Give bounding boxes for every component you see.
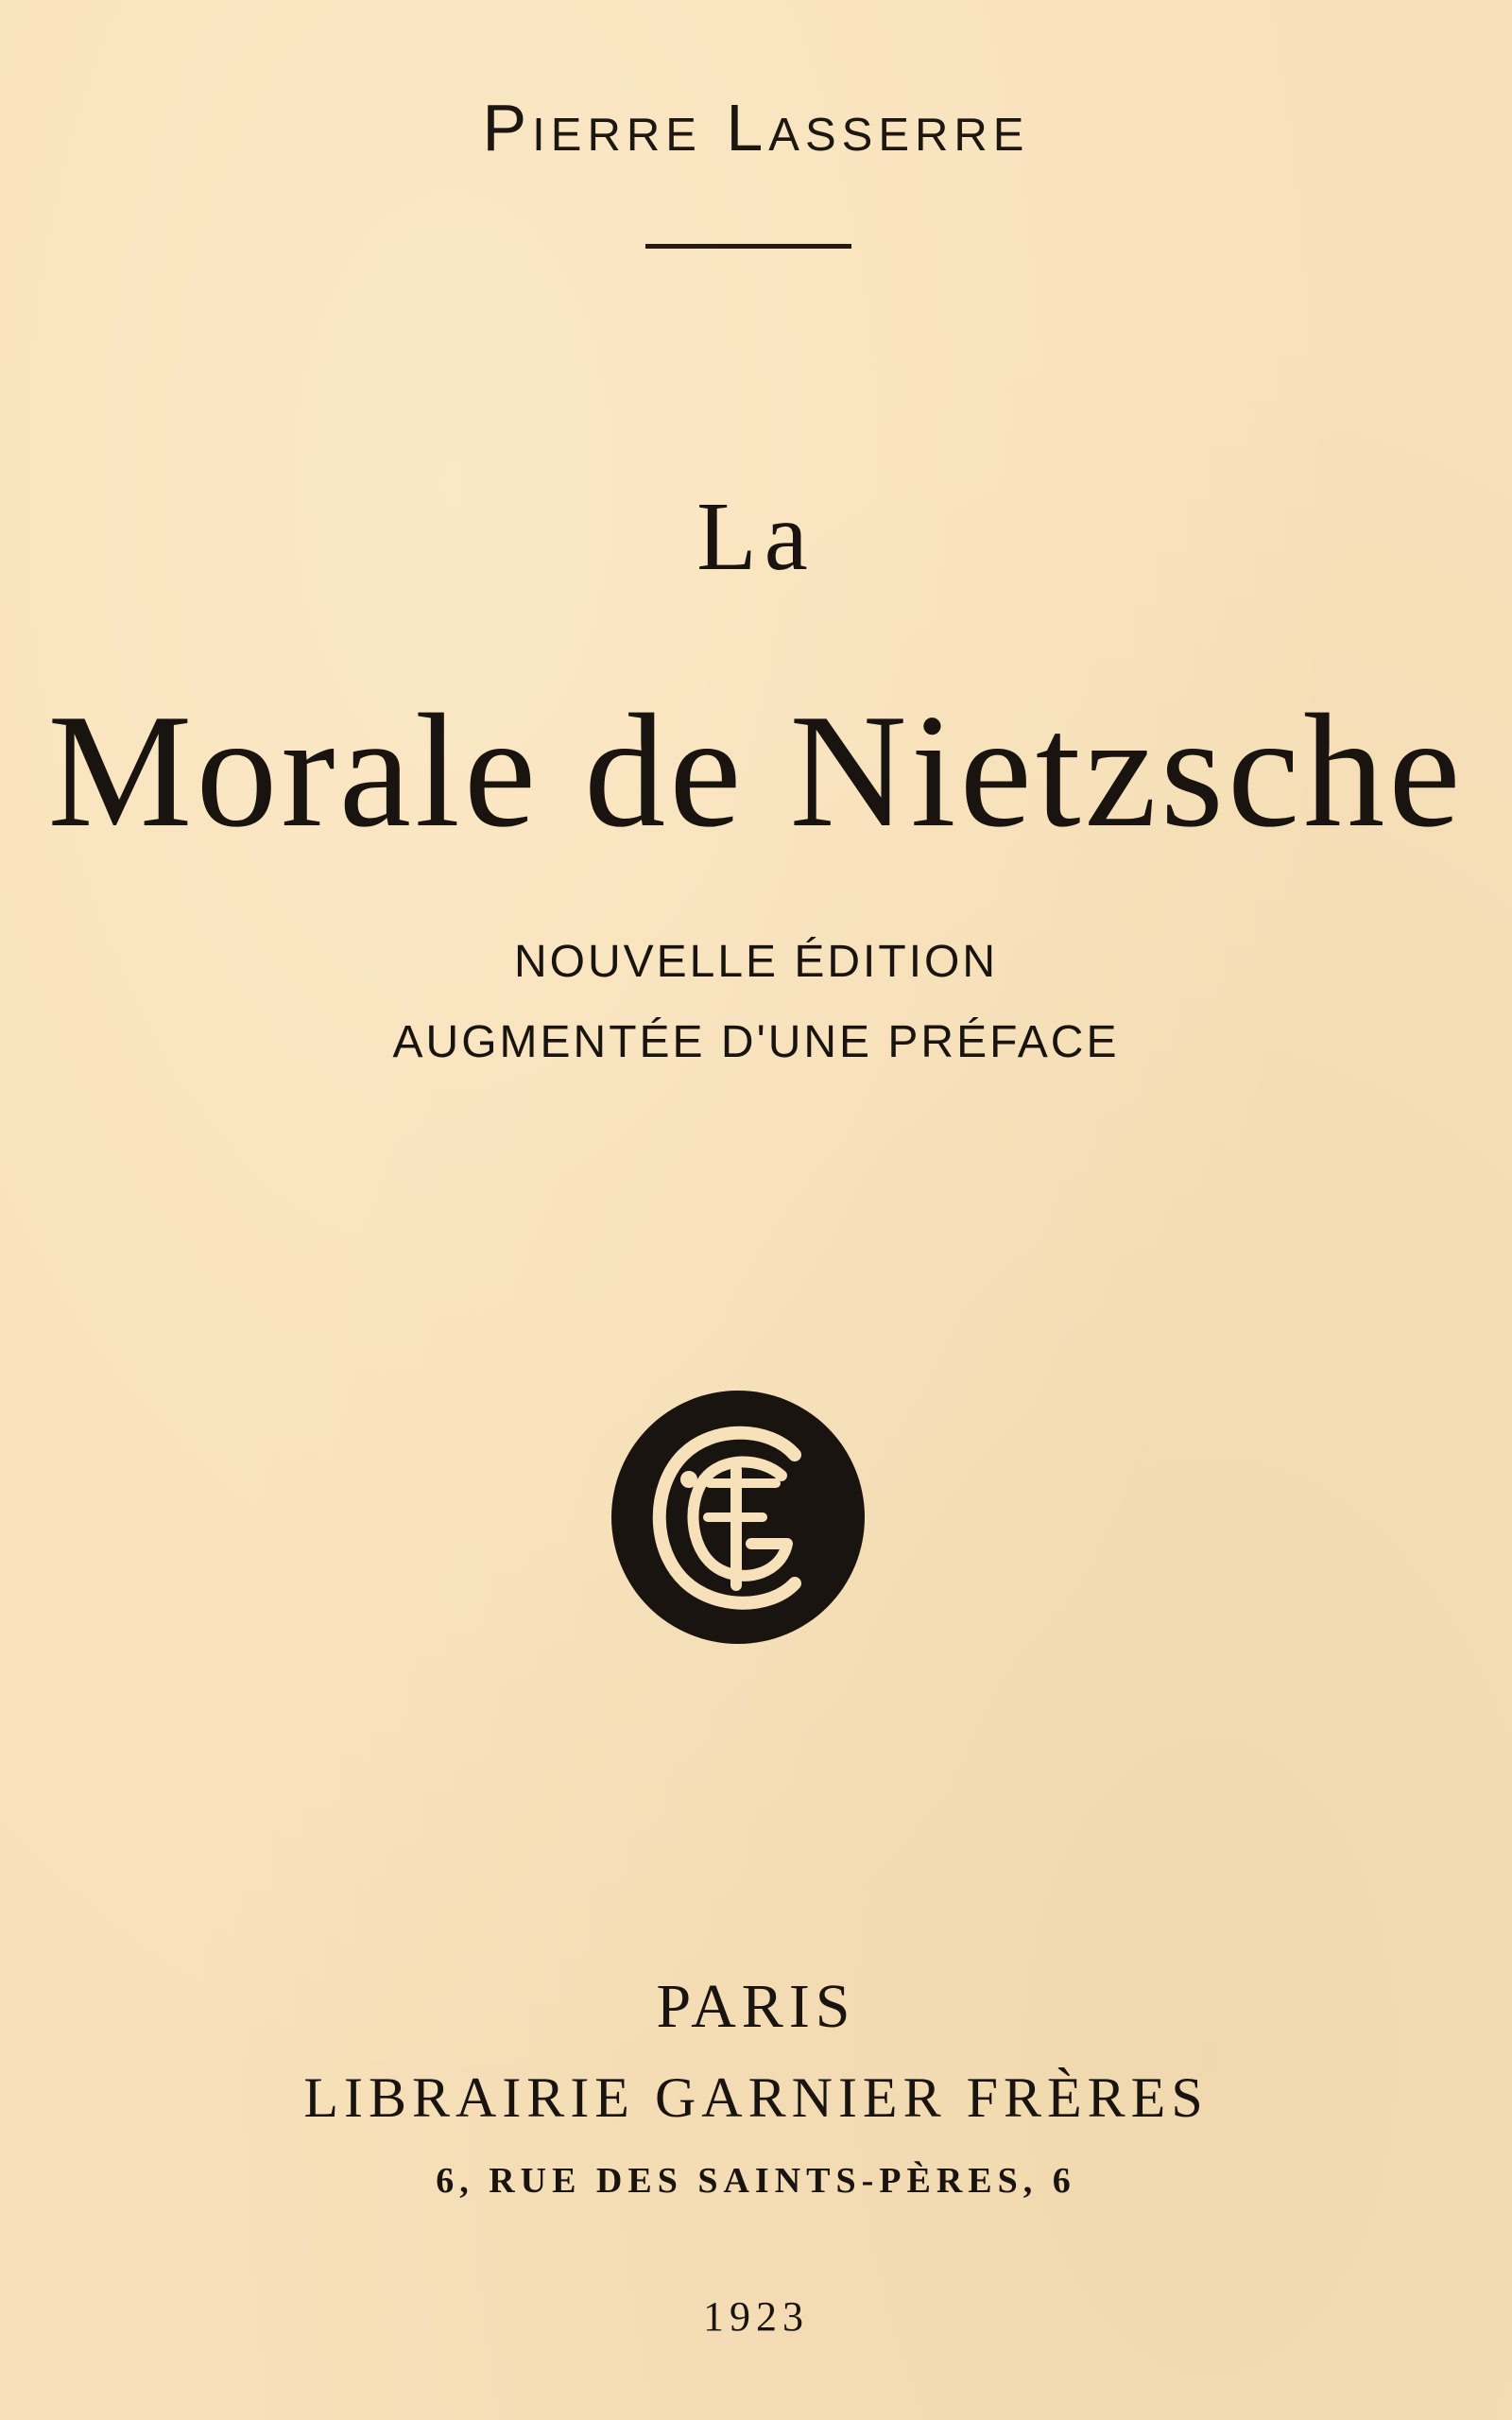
author-name: Pierre Lasserre [482, 91, 1030, 164]
imprint-year: 1923 [703, 2293, 809, 2340]
imprint-place: PARIS [656, 1972, 856, 2041]
edition-line-1: NOUVELLE ÉDITION [513, 937, 999, 987]
book-title: Morale de Nietzsche [47, 682, 1465, 861]
author-divider [645, 244, 851, 249]
imprint-address: 6, RUE DES SAINTS-PÈRES, 6 [436, 2161, 1076, 2201]
garnier-monogram-icon [610, 1389, 867, 1646]
title-article: La [696, 482, 816, 591]
imprint-publisher: LIBRAIRIE GARNIER FRÈRES [303, 2066, 1209, 2129]
edition-line-2: AUGMENTÉE D'UNE PRÉFACE [392, 1017, 1120, 1067]
